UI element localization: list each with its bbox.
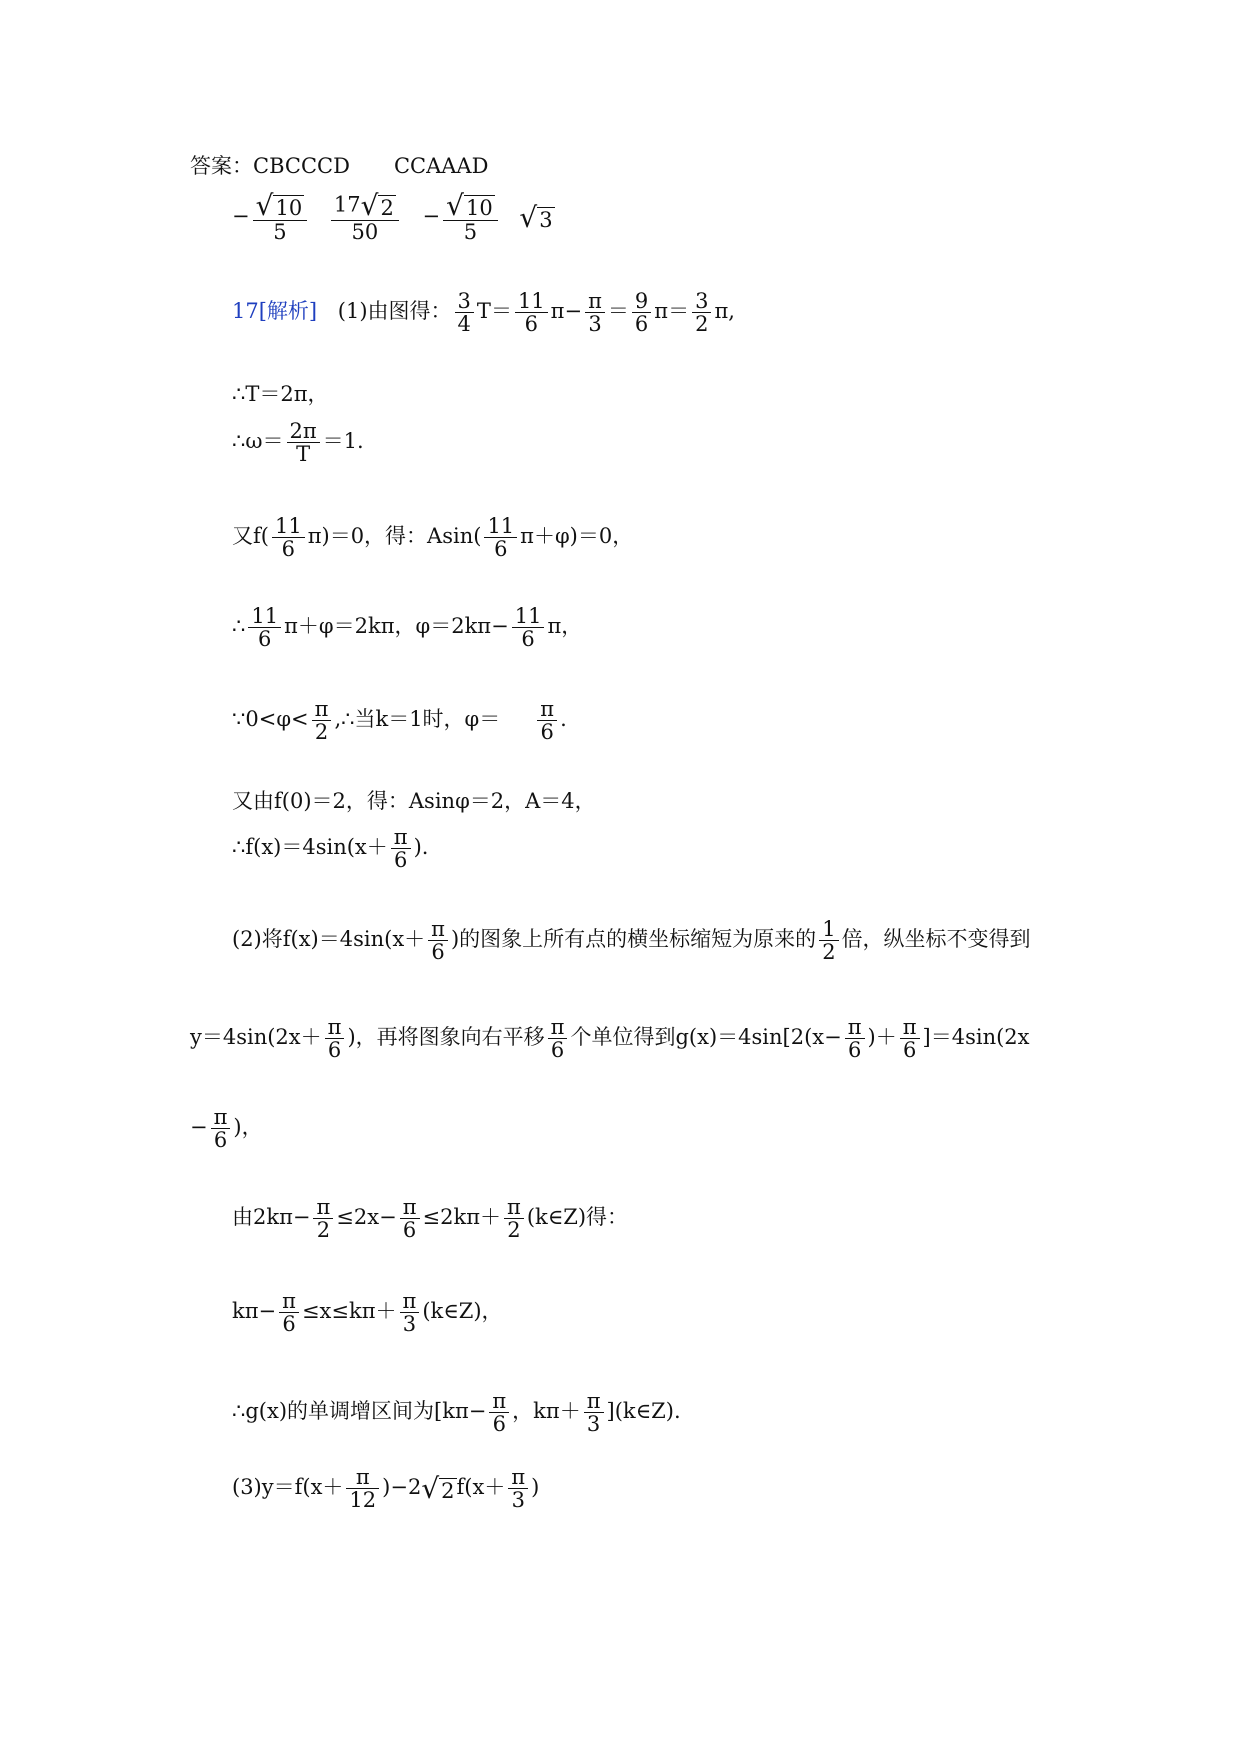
math-text: π [400, 1290, 420, 1313]
sqrt-expression: √2 [421, 1471, 455, 1505]
q17-line-5 [232, 605, 582, 650]
math-text: 11 [272, 515, 305, 538]
math-text: π [313, 1196, 333, 1219]
answer-choices-2: CCAAAD [393, 154, 489, 178]
math-text: 2 [316, 1218, 331, 1243]
math-text: π [550, 299, 565, 324]
math-text: ∴ [232, 614, 246, 639]
q17-part2-line-2 [190, 1016, 1030, 1061]
math-text: π [346, 1466, 379, 1489]
fill-in-answers [232, 189, 555, 244]
math-text: 6 [521, 627, 535, 652]
math-text: 9 [632, 290, 651, 313]
q17-part3-line-1 [232, 1466, 539, 1511]
fraction [400, 1290, 420, 1335]
answer-label: 答案： [190, 154, 253, 178]
fill-answer-3: $\frac{√10}{5}$ [443, 192, 498, 243]
math-text: 3 [455, 290, 474, 313]
fill-answer-4: √3 [519, 200, 553, 234]
math-text: 2 [507, 1218, 521, 1243]
math-text: − [190, 1115, 208, 1140]
math-text: (k∈Z)得： [526, 1205, 629, 1230]
fraction [279, 1290, 299, 1335]
math-text: 6 [282, 1312, 296, 1337]
math-text: kπ− [232, 1299, 277, 1324]
math-text: π [585, 290, 605, 313]
math-text: )， [233, 1115, 263, 1140]
math-text: 6 [431, 940, 445, 965]
fraction [900, 1016, 920, 1061]
math-text: ≤2kπ＋ [422, 1205, 501, 1230]
q17-part2-line-1 [232, 918, 1031, 963]
q17-part2-line-5 [232, 1290, 503, 1335]
q17-part2-line-6 [232, 1390, 681, 1435]
math-text: π [325, 1016, 345, 1039]
fraction [632, 290, 651, 335]
math-text: 2 [441, 1478, 455, 1503]
math-text: π [900, 1016, 920, 1039]
period-symbol: T [476, 299, 491, 324]
math-text: ). [413, 835, 429, 860]
math-text: (2)将f(x)＝4sin(x＋ [232, 927, 426, 952]
math-text: π＋φ)＝0， [520, 524, 634, 549]
radicand: 10 [275, 196, 303, 220]
fraction [584, 1390, 604, 1435]
minus-sign: − [232, 204, 250, 229]
math-text: 2 [822, 940, 836, 965]
fraction [313, 1196, 333, 1241]
math-text: 11 [248, 605, 281, 628]
math-text: 6 [492, 1412, 506, 1437]
math-text: ]＝4sin(2x [922, 1025, 1030, 1050]
math-text: 11 [512, 605, 545, 628]
math-text: ＝ [668, 299, 690, 324]
denominator: 5 [463, 220, 478, 244]
fraction [312, 698, 332, 743]
math-text: 12 [349, 1488, 377, 1513]
math-text: 3 [588, 312, 602, 337]
math-text: ∵0<φ< [232, 707, 309, 732]
math-text: 6 [634, 312, 649, 337]
denominator: 50 [351, 220, 379, 244]
math-text: π [312, 698, 332, 721]
answer-choices-1: CBCCCD [253, 154, 350, 178]
math-text: ∴g(x)的单调增区间为[kπ− [232, 1399, 487, 1424]
math-text: 6 [394, 848, 408, 873]
math-text: 2π [287, 420, 320, 443]
math-text: )−2 [382, 1475, 422, 1500]
period-result: ∴T＝2π， [232, 382, 329, 406]
denominator: 5 [273, 220, 287, 244]
math-text: π [548, 1016, 568, 1039]
math-text: π [400, 1196, 420, 1219]
math-text: 由2kπ− [232, 1205, 311, 1230]
radicand: 3 [539, 207, 553, 232]
math-text: 11 [515, 290, 548, 313]
answer-key-line [190, 150, 488, 180]
math-text: (3)y＝f(x＋ [232, 1475, 344, 1500]
q17-line-4 [232, 515, 633, 560]
math-text: π [537, 698, 557, 721]
math-text: π, [714, 299, 735, 324]
fraction [211, 1106, 231, 1151]
math-text: π [845, 1016, 865, 1039]
fraction [325, 1016, 345, 1061]
math-text: 3 [511, 1488, 525, 1513]
math-text: π [504, 1196, 524, 1219]
math-text: 6 [494, 537, 508, 562]
math-text: 6 [213, 1128, 228, 1153]
math-text: 6 [281, 537, 296, 562]
fraction [248, 605, 281, 650]
numerator: 17 [333, 192, 361, 217]
math-text: ，kπ＋ [512, 1399, 581, 1424]
math-text: ,∴当k＝1时，φ＝ [334, 707, 501, 732]
math-text: 6 [902, 1038, 917, 1063]
fraction [391, 826, 411, 871]
fill-answer-2: $\frac{17√2}{50}$ [331, 192, 399, 243]
math-text: )，再将图象向右平移 [347, 1025, 545, 1050]
fill-answer-1: $\frac{√10}{5}$ [253, 192, 308, 243]
math-text: π， [547, 614, 583, 639]
math-text: y＝4sin(2x＋ [190, 1025, 322, 1050]
math-text: π [489, 1390, 509, 1413]
radicand: 10 [465, 196, 493, 220]
math-text: )＋ [867, 1025, 897, 1050]
math-text: ∴f(x)＝4sin(x＋ [232, 835, 388, 860]
minus-sign: − [422, 204, 441, 229]
part1-intro: (1)由图得： [337, 299, 452, 324]
math-text: 6 [540, 720, 554, 745]
math-text: 6 [402, 1218, 417, 1243]
math-text: π [508, 1466, 528, 1489]
math-text: 11 [484, 515, 517, 538]
math-text: π)＝0，得：Asin( [307, 524, 482, 549]
math-text: π [584, 1390, 604, 1413]
math-text: ) [531, 1475, 540, 1500]
math-text: 6 [524, 312, 538, 337]
math-text: ＝ [490, 299, 512, 324]
fraction [508, 1466, 528, 1511]
math-text: )的图象上所有点的横坐标缩短为原来的 [450, 927, 817, 952]
math-text: 3 [692, 290, 711, 313]
fraction [819, 918, 838, 963]
fraction [455, 290, 474, 335]
math-text: π [391, 826, 411, 849]
fraction [287, 420, 320, 465]
math-text: 6 [327, 1038, 342, 1063]
q17-part2-line-4 [232, 1196, 628, 1241]
fraction [504, 1196, 524, 1241]
math-text: 个单位得到g(x)＝4sin[2(x− [570, 1025, 842, 1050]
q17-tag: 17[解析] [232, 299, 318, 324]
math-text: π [654, 299, 669, 324]
fraction [428, 918, 448, 963]
radicand: 2 [380, 196, 394, 220]
math-text: 2 [695, 312, 709, 337]
math-text: 又f( [232, 524, 269, 549]
fraction [489, 1390, 509, 1435]
math-text: 又由f(0)＝2，得：Asinφ＝2，A＝4， [232, 789, 596, 813]
fraction [515, 290, 548, 335]
q17-line-2 [232, 378, 329, 408]
math-text: ](k∈Z). [606, 1399, 681, 1424]
math-text: 3 [402, 1312, 417, 1337]
math-text: ≤2x− [336, 1205, 397, 1230]
fraction [845, 1016, 865, 1061]
q17-line-8 [232, 826, 428, 871]
math-text: ∴ω＝ [232, 429, 284, 454]
math-text: 3 [586, 1412, 601, 1437]
math-text: π [211, 1106, 231, 1129]
math-text: π [279, 1290, 299, 1313]
q17-line-7 [232, 785, 596, 815]
math-text: 4 [457, 312, 471, 337]
math-text: f(x＋ [456, 1475, 506, 1500]
q17-line-3 [232, 420, 364, 465]
math-text: 6 [847, 1038, 862, 1063]
math-text: π [428, 918, 448, 941]
math-text: π＋φ＝2kπ，φ＝2kπ− [284, 614, 509, 639]
fraction [400, 1196, 420, 1241]
fraction [548, 1016, 568, 1061]
fraction [537, 698, 557, 743]
math-text: 6 [258, 627, 272, 652]
math-text: . [560, 707, 567, 732]
fraction [346, 1466, 379, 1511]
math-text: 倍，纵坐标不变得到 [841, 927, 1031, 952]
fraction [484, 515, 517, 560]
fraction [692, 290, 711, 335]
math-text: − [564, 299, 583, 324]
q17-part2-line-3 [190, 1106, 263, 1151]
q17-line-6 [232, 698, 567, 743]
fraction [585, 290, 605, 335]
math-text: 2 [314, 720, 329, 745]
q17-line-1 [232, 290, 735, 335]
math-text: 1 [819, 918, 838, 941]
math-text: ＝ [607, 299, 629, 324]
math-text: (k∈Z)， [422, 1299, 503, 1324]
math-text: T [296, 442, 311, 467]
fraction [272, 515, 305, 560]
math-text: ≤x≤kπ＋ [301, 1299, 397, 1324]
fraction [512, 605, 545, 650]
math-text: ＝1. [322, 429, 364, 454]
math-text: 6 [550, 1038, 565, 1063]
